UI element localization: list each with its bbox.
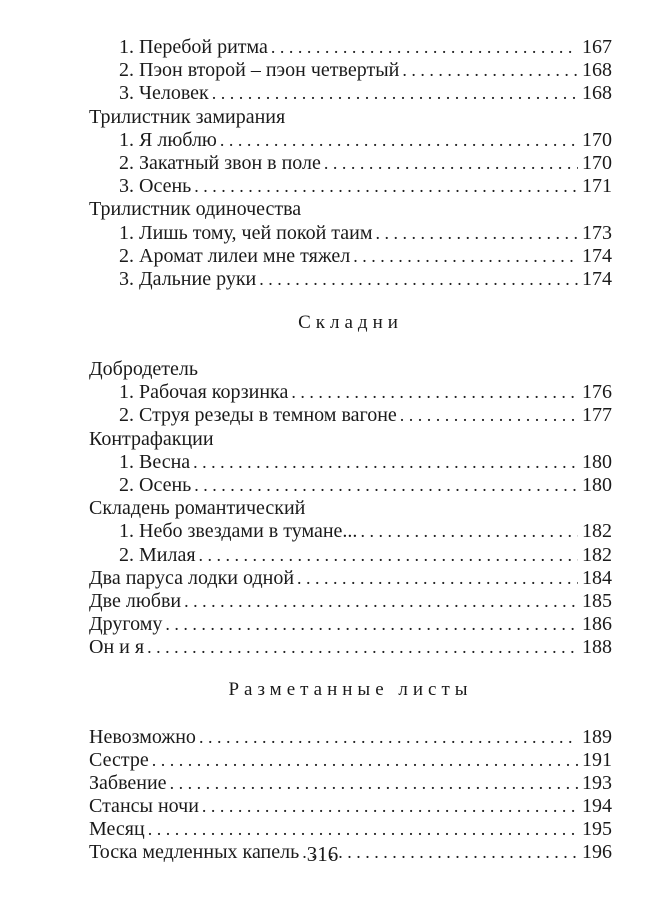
toc-entry-title: 3. Дальние руки <box>119 267 257 290</box>
toc-entry-title: Две любви <box>89 589 182 612</box>
toc-entry <box>89 613 612 636</box>
toc-entry-title: 2. Пэон второй – пэон четвертый <box>119 59 400 82</box>
toc-entry-page: 176 <box>582 381 612 404</box>
toc-entry-page: 180 <box>582 474 612 496</box>
toc-entry-page: 168 <box>582 59 612 82</box>
toc-entry-title: Другому <box>89 613 163 636</box>
toc-entry-title: 2. Закатный звон в поле <box>119 151 321 174</box>
page-number: 316 <box>306 842 339 866</box>
toc-entry-page: 167 <box>582 36 612 58</box>
dot-leader <box>402 59 578 82</box>
dot-leader <box>324 152 578 175</box>
toc-entry-page: 174 <box>582 267 612 290</box>
toc-entry <box>89 726 612 749</box>
dot-leader <box>194 175 578 198</box>
toc-group-heading: Трилистник одиночества <box>89 198 302 221</box>
dot-leader <box>376 222 578 245</box>
toc-entry <box>89 82 612 105</box>
toc-entry <box>89 795 612 818</box>
toc-block <box>89 222 612 292</box>
section-heading: Складни <box>298 312 403 334</box>
dot-leader <box>184 590 578 613</box>
dot-leader <box>194 474 578 497</box>
toc-entry <box>89 772 612 795</box>
dot-leader <box>199 544 578 567</box>
dot-leader <box>259 268 578 291</box>
dot-leader <box>400 404 578 427</box>
toc-block <box>89 381 612 427</box>
toc-entry <box>89 451 612 474</box>
toc-entry <box>89 404 612 427</box>
toc-entry <box>89 520 612 543</box>
toc-entry-title: 1. Весна <box>119 450 191 473</box>
toc-group-heading: Складень романтический <box>89 497 306 520</box>
dot-leader <box>220 129 578 152</box>
toc-entry-title: Тоска медленных капель <box>89 841 300 864</box>
toc-entry-page: 191 <box>582 748 612 771</box>
dot-leader <box>360 520 578 543</box>
toc-group-heading: Контрафакции <box>89 427 214 450</box>
section-heading: Разметанные листы <box>228 678 473 700</box>
toc-block <box>89 129 612 199</box>
toc-entry-page: 195 <box>582 818 612 841</box>
toc-block <box>89 451 612 497</box>
toc-entry-title: 3. Осень <box>119 175 192 198</box>
dot-leader <box>152 749 578 772</box>
toc-entry-page: 196 <box>582 841 612 864</box>
toc-entry-page: 174 <box>582 244 612 267</box>
dot-leader <box>193 451 578 474</box>
dot-leader <box>297 567 578 590</box>
toc-entry-page: 180 <box>582 450 612 473</box>
toc-entry-page: 188 <box>582 636 612 659</box>
toc-entry-title: 1. Небо звездами в тумане... <box>119 520 358 543</box>
toc-entry <box>89 268 612 291</box>
toc-entry-page: 182 <box>582 520 612 543</box>
toc-entry-page: 182 <box>582 543 612 566</box>
toc-entry <box>89 36 612 59</box>
dot-leader <box>165 613 578 636</box>
dot-leader <box>170 772 578 795</box>
toc-entry <box>89 590 612 613</box>
toc-entry-title: 2. Милая <box>119 543 196 566</box>
toc-entry <box>89 175 612 198</box>
toc-entry-title: Стансы ночи <box>89 795 199 818</box>
toc-entry <box>89 818 612 841</box>
toc-entry <box>89 59 612 82</box>
toc-entry-title: 2. Аромат лилеи мне тяжел <box>119 244 351 267</box>
dot-leader <box>147 636 578 659</box>
toc-entry-page: 194 <box>582 795 612 818</box>
dot-leader <box>148 818 578 841</box>
toc-entry <box>89 222 612 245</box>
toc-entry-page: 186 <box>582 613 612 636</box>
toc-entry <box>89 129 612 152</box>
toc-entry-page: 168 <box>582 82 612 105</box>
dot-leader <box>271 36 578 59</box>
toc-entry <box>89 474 612 497</box>
toc-entry-title: Он и я <box>89 636 145 659</box>
dot-leader <box>291 381 578 404</box>
toc-entry-title: 3. Человек <box>119 82 209 105</box>
toc-entry-page: 170 <box>582 128 612 151</box>
toc-entry-title: 1. Лишь тому, чей покой таим <box>119 221 373 244</box>
toc-group-heading: Трилистник замирания <box>89 105 286 128</box>
toc-block <box>89 520 612 566</box>
toc-entry-title: 1. Я люблю <box>119 128 217 151</box>
toc-entry-page: 189 <box>582 725 612 748</box>
table-of-contents <box>89 36 612 865</box>
toc-block <box>89 567 612 660</box>
toc-entry <box>89 636 612 659</box>
toc-entry <box>89 749 612 772</box>
toc-entry-title: 2. Струя резеды в темном вагоне <box>119 404 397 427</box>
toc-entry <box>89 381 612 404</box>
toc-entry-page: 171 <box>582 175 612 198</box>
toc-entry-page: 177 <box>582 404 612 427</box>
toc-entry-page: 170 <box>582 151 612 174</box>
dot-leader <box>199 726 578 749</box>
toc-entry-title: Забвение <box>89 771 167 794</box>
toc-block <box>89 36 612 106</box>
toc-entry-title: Невозможно <box>89 725 196 748</box>
toc-entry-title: 2. Осень <box>119 474 192 496</box>
toc-entry-title: Два паруса лодки одной <box>89 566 295 589</box>
dot-leader <box>212 82 578 105</box>
toc-entry <box>89 544 612 567</box>
dot-leader <box>202 795 578 818</box>
toc-entry-page: 173 <box>582 221 612 244</box>
dot-leader <box>353 245 578 268</box>
toc-entry <box>89 567 612 590</box>
toc-entry-page: 193 <box>582 771 612 794</box>
toc-entry-page: 184 <box>582 566 612 589</box>
toc-entry-title: 1. Рабочая корзинка <box>119 381 289 404</box>
toc-entry <box>89 245 612 268</box>
toc-entry-title: Сестре <box>89 748 149 771</box>
toc-group-heading: Добродетель <box>89 358 199 381</box>
toc-entry-title: 1. Перебой ритма <box>119 36 268 58</box>
toc-entry-page: 185 <box>582 589 612 612</box>
toc-entry-title: Месяц <box>89 818 145 841</box>
toc-entry <box>89 152 612 175</box>
